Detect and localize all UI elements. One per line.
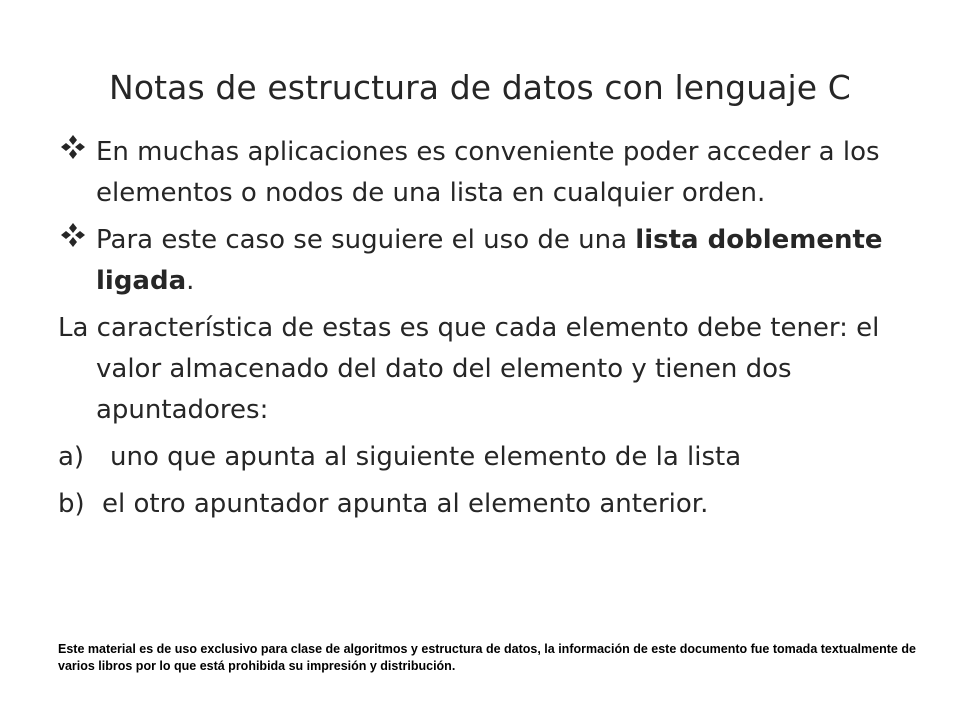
- bullet-text: Para este caso se suguiere el uso de una: [96, 225, 636, 255]
- bullet-item: [58, 220, 888, 302]
- four-diamond-bullet-icon: [60, 134, 86, 160]
- bullet-text-end: .: [186, 266, 195, 296]
- four-diamond-bullet-icon: [60, 222, 86, 248]
- body-paragraph: La característica de estas es que cada elemento debe tener: el valor almacenado del dato del elemento y tienen dos apuntadores:: [58, 313, 880, 425]
- bullet-item: [58, 132, 888, 214]
- bullet-text: En muchas aplicaciones es conveniente poder acceder a los elementos o nodos de una lista en cualquier orden.: [96, 137, 880, 208]
- bullet-bold-term: lista doblemente ligada: [96, 225, 883, 296]
- list-item-text: uno que apunta al siguiente elemento de la lista: [110, 442, 742, 472]
- slide-title: Notas de estructura de datos con lenguaje C: [109, 68, 851, 107]
- slide-content: [58, 132, 888, 531]
- list-marker: a): [58, 442, 85, 472]
- list-item: [58, 437, 888, 478]
- list-item-text: el otro apuntador apunta al elemento anterior.: [102, 489, 709, 519]
- list-marker: b): [58, 489, 85, 519]
- footer-disclaimer: Este material es de uso exclusivo para clase de algoritmos y estructura de datos, la información de este documento fue tomada textualmente de varios libros por lo que está prohibida su impresión y distribución.: [58, 642, 916, 673]
- list-item: [58, 484, 888, 525]
